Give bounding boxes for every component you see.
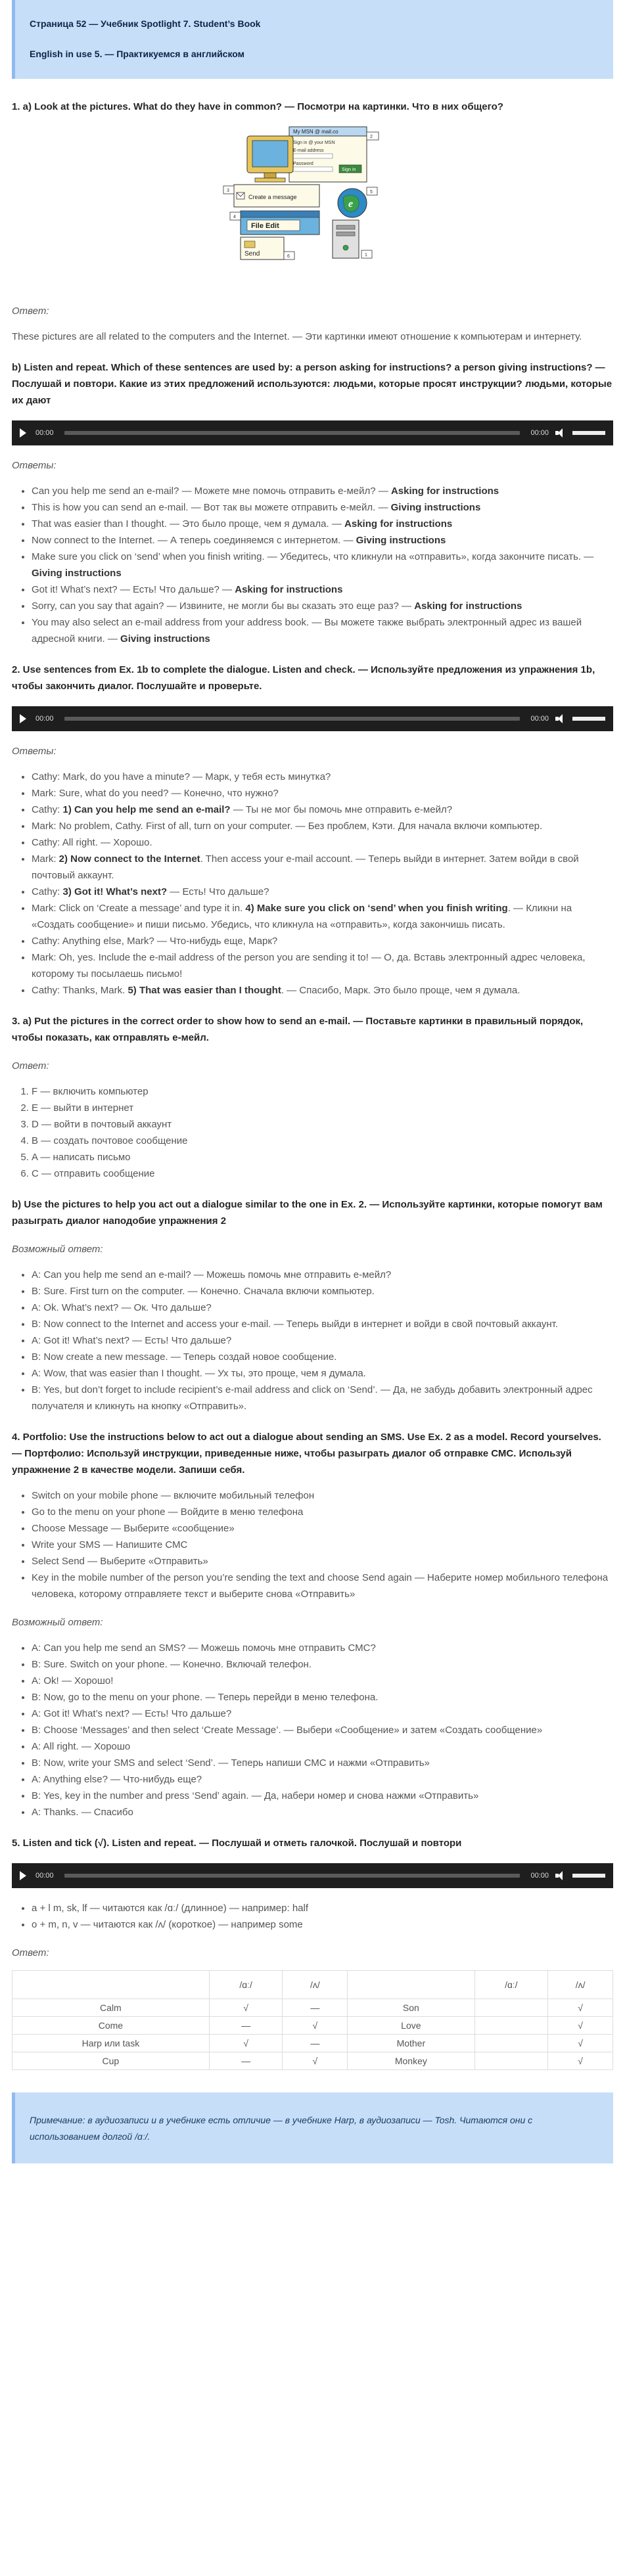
email-line-2: E-mail address [292, 148, 324, 153]
volume-icon[interactable] [555, 713, 566, 724]
dialogue-line: • Cathy: 1) Can you help me send an e-mail? — Ты не мог бы помочь мне отправить е-мейл? [32, 802, 613, 818]
audio-progress-bar[interactable] [64, 1874, 521, 1878]
dialogue-line: • Mark: Click on ‘Create a message’ and type it in. 4) Make sure you click on ‘send’ when you finish writing. — Кликни на «Создать сообщение» и пиши письмо. Убедись, что кликнула на «отправить», когда закончишь писать. [32, 900, 613, 933]
answer-label: Ответ: [12, 1947, 49, 1958]
table-cell: Harp или task [12, 2035, 210, 2052]
audio-player-1[interactable] [12, 420, 613, 445]
dialogue-line: • Mark: Sure, what do you need? — Конечно, что нужно? [32, 785, 613, 802]
dialogue-line: • B: Now, go to the menu on your phone. — Теперь перейди в меню телефона. [32, 1689, 613, 1706]
task3a-title: 3. a) Put the pictures in the correct order to show how to send an e-mail. — Поставьте картинки в правильный порядок, чтобы показать, как отправлять е-мейл. [12, 1016, 584, 1043]
list-item: 6. C — отправить сообщение [32, 1165, 613, 1182]
dialogue-line: • A: Can you help me send an SMS? — Можешь помочь мне отправить СМС? [32, 1640, 613, 1656]
audio-player-2[interactable] [12, 706, 613, 731]
table-cell [475, 2017, 548, 2035]
instruction-category: Asking for instructions [390, 486, 499, 497]
header-subtitle: English in use 5. — Практикуемся в английском [30, 49, 245, 59]
table-cell: √ [548, 1999, 613, 2017]
table-row [12, 2052, 613, 2070]
table-cell: — [283, 2035, 348, 2052]
dialogue-line: • B: Choose ‘Messages’ and then select ‘Create Message’. — Выбери «Сообщение» и затем «Создать сообщение» [32, 1722, 613, 1738]
volume-icon[interactable] [555, 428, 566, 438]
instruction-category: Giving instructions [390, 502, 481, 513]
dialogue-line: • Cathy: 3) Got it! What’s next? — Есть! Что дальше? [32, 884, 613, 900]
table-cell: Monkey [348, 2052, 475, 2070]
instruction-category: Asking for instructions [414, 600, 522, 612]
volume-slider[interactable] [572, 717, 605, 721]
instruction-category: Asking for instructions [235, 584, 343, 595]
email-line-1: Sign in @ your MSN [292, 141, 335, 145]
list-item: • Can you help me send an e-mail? — Можете мне помочь отправить е-мейл? — Asking for instructions [32, 483, 613, 499]
dialogue-line: • Cathy: Thanks, Mark. 5) That was easier than I thought. — Спасибо, Марк. Это было проще, чем я думала. [32, 982, 613, 999]
computer-illustration [221, 124, 405, 263]
label-3: 3 [226, 189, 229, 193]
audio-time-total: 00:00 [530, 714, 549, 723]
audio-time-total: 00:00 [530, 1871, 549, 1880]
dialogue-line: • B: Sure. First turn on the computer. — Конечно. Сначала включи компьютер. [32, 1283, 613, 1299]
list-item: • Got it! What’s next? — Есть! Что дальше? — Asking for instructions [32, 581, 613, 598]
audio-time-current: 00:00 [35, 714, 54, 723]
email-window-title: My MSN @ mail.co [292, 129, 338, 135]
answer-label: Возможный ответ: [12, 1617, 103, 1628]
task1-title: 1. a) Look at the pictures. What do they have in common? — Посмотри на картинки. Что в них общего? [12, 101, 503, 112]
task2-list [12, 769, 613, 999]
list-item: • Go to the menu on your phone — Войдите в меню телефона [32, 1504, 613, 1520]
task2-title: 2. Use sentences from Ex. 1b to complete the dialogue. Listen and check. — Используйте предложения из упражнения 1b, чтобы закончить диалог. Послушайте и проверьте. [12, 664, 595, 692]
volume-slider[interactable] [572, 1874, 605, 1878]
note-box: Примечание: в аудиозаписи и в учебнике есть отличие — в учебнике Harp, в аудиозаписи — Tosh. Читаются они с использованием долгой /ɑː/. [12, 2092, 613, 2163]
table-cell: √ [548, 2035, 613, 2052]
table-cell: √ [548, 2017, 613, 2035]
task3a-list [12, 1083, 613, 1182]
dialogue-line: • A: Got it! What’s next? — Есть! Что дальше? [32, 1706, 613, 1722]
email-line-4: Sign in [341, 168, 356, 172]
table-cell [475, 2035, 548, 2052]
answer-label: Возможный ответ: [12, 1244, 103, 1255]
table-cell: √ [209, 1999, 283, 2017]
audio-time-current: 00:00 [35, 1871, 54, 1880]
instruction-category: Giving instructions [120, 633, 210, 644]
dialogue-line: • B: Sure. Switch on your phone. — Конечно. Включай телефон. [32, 1656, 613, 1673]
dialogue-line: • B: Yes, key in the number and press ‘Send’ again. — Да, набери номер и снова нажми «Отправить» [32, 1788, 613, 1804]
sounds-table [12, 1970, 613, 2070]
list-item: • Switch on your mobile phone — включите мобильный телефон [32, 1487, 613, 1504]
answer-label: Ответ: [12, 305, 49, 317]
list-item: • Sorry, can you say that again? — Извините, не могли бы вы сказать это еще раз? — Asking for instructions [32, 598, 613, 614]
table-row [12, 2035, 613, 2052]
instruction-category: Giving instructions [356, 535, 446, 546]
table-header-cell: /ɑː/ [209, 1971, 283, 1999]
list-item: • Make sure you click on ‘send’ when you finish writing. — Убедитесь, что кликнули на «отправить», когда закончите писать. — Giving instructions [32, 549, 613, 581]
email-steps-image [221, 124, 405, 263]
task3b-list [12, 1267, 613, 1414]
answer-label: Ответ: [12, 1060, 49, 1072]
list-item: • Select Send — Выберите «Отправить» [32, 1553, 613, 1570]
dialogue-line: • A: Anything else? — Что-нибудь еще? [32, 1771, 613, 1788]
table-header-cell: /ɑː/ [475, 1971, 548, 1999]
dialogue-line: • Cathy: Mark, do you have a minute? — Марк, у тебя есть минутка? [32, 769, 613, 785]
table-cell: Son [348, 1999, 475, 2017]
task5-title: 5. Listen and tick (√). Listen and repeat. — Послушай и отметь галочкой. Послушай и повтори [12, 1838, 462, 1849]
dialogue-line: • Cathy: Anything else, Mark? — Что-нибудь еще, Марк? [32, 933, 613, 949]
task4-instructions [12, 1487, 613, 1602]
task4-list [12, 1640, 613, 1820]
list-item: 2. E — выйти в интернет [32, 1100, 613, 1116]
list-item: • Key in the mobile number of the person you’re sending the text and choose Send again — Наберите номер мобильного телефона человека, которому отправляете текст и выберите снова «Отправить» [32, 1570, 613, 1602]
table-cell: Calm [12, 1999, 210, 2017]
task5-rules [12, 1900, 613, 1933]
task3b-title: b) Use the pictures to help you act out a dialogue similar to the one in Ex. 2. — Используйте картинки, которые помогут вам разыграть диалог наподобие упражнения 2 [12, 1199, 603, 1227]
dialogue-line: • B: Now create a new message. — Теперь создай новое сообщение. [32, 1349, 613, 1365]
list-item: 1. F — включить компьютер [32, 1083, 613, 1100]
table-cell: √ [283, 2017, 348, 2035]
play-icon[interactable] [20, 428, 26, 438]
table-row [12, 2017, 613, 2035]
dialogue-line: • A: Got it! What’s next? — Есть! Что дальше? [32, 1332, 613, 1349]
list-item: • You may also select an e-mail address from your address book. — Вы можете также выбрать электронный адрес из вашей адресной книги. — Giving instructions [32, 614, 613, 647]
task1b-list [12, 483, 613, 647]
dialogue-line: • Mark: 2) Now connect to the Internet. Then access your e-mail account. — Теперь выйди в интернет. Затем войди в свой почтовый аккаунт. [32, 851, 613, 884]
instruction-category: Asking for instructions [344, 518, 453, 530]
table-cell: — [283, 1999, 348, 2017]
table-cell: √ [209, 2035, 283, 2052]
dialogue-line: • B: Now connect to the Internet and access your e-mail. — Теперь выйди в интернет и войди в свой почтовый аккаунт. [32, 1316, 613, 1332]
dialogue-line: • Cathy: All right. — Хорошо. [32, 834, 613, 851]
table-cell [475, 2052, 548, 2070]
header-title: Страница 52 — Учебник Spotlight 7. Student’s Book [30, 18, 261, 29]
table-cell: — [209, 2052, 283, 2070]
label-6: 6 [287, 254, 290, 259]
table-cell [475, 1999, 548, 2017]
table-header-cell: /ʌ/ [283, 1971, 348, 1999]
dialogue-line: • A: Thanks. — Спасибо [32, 1804, 613, 1820]
table-header-row [12, 1971, 613, 1999]
list-item: • Write your SMS — Напишите СМС [32, 1537, 613, 1553]
create-message-text: Create a message [248, 194, 297, 200]
label-1: 1 [364, 253, 367, 258]
send-text: Send [244, 250, 260, 258]
dialogue-line: • A: Can you help me send an e-mail? — Можешь помочь мне отправить е-мейл? [32, 1267, 613, 1283]
list-item: • That was easier than I thought. — Это было проще, чем я думала. — Asking for instructions [32, 516, 613, 532]
table-header-cell [12, 1971, 210, 1999]
table-cell: Mother [348, 2035, 475, 2052]
table-cell: Love [348, 2017, 475, 2035]
list-item: 4. B — создать почтовое сообщение [32, 1133, 613, 1149]
list-item: • a + l m, sk, lf — читаются как /ɑː/ (длинное) — например: half [32, 1900, 613, 1916]
table-row [12, 1999, 613, 2017]
audio-time-total: 00:00 [530, 428, 549, 437]
dialogue-line: • A: Wow, that was easier than I thought. — Ух ты, это проще, чем я думала. [32, 1365, 613, 1382]
volume-slider[interactable] [572, 431, 605, 435]
audio-progress-bar[interactable] [64, 717, 521, 721]
dialogue-line: • B: Yes, but don’t forget to include recipient’s e-mail address and click on ‘Send’. — Да, не забудь добавить электронный адрес получателя и кликнуть на кнопку «Отправить». [32, 1382, 613, 1414]
email-line-3: Password [292, 162, 313, 166]
audio-time-current: 00:00 [35, 428, 54, 437]
task1b-title: b) Listen and repeat. Which of these sentences are used by: a person asking for instructions? a person giving instructions? — Послушай и повтори. Какие из этих предложений используются: людьми, которые просят инструкции? людьми, которые их дают [12, 362, 613, 406]
list-item: 5. A — написать письмо [32, 1149, 613, 1165]
file-edit-text: File Edit [250, 222, 279, 230]
table-cell: √ [283, 2052, 348, 2070]
table-cell: Come [12, 2017, 210, 2035]
dialogue-line: • A: Ok. What’s next? — Ок. Что дальше? [32, 1299, 613, 1316]
dialogue-line: • A: Ok! — Хорошо! [32, 1673, 613, 1689]
list-item: • o + m, n, v — читаются как /ʌ/ (короткое) — например some [32, 1916, 613, 1933]
instruction-category: Giving instructions [32, 568, 122, 579]
answer-label: Ответы: [12, 746, 57, 757]
label-2: 2 [369, 135, 373, 139]
audio-player-3[interactable] [12, 1863, 613, 1888]
volume-icon[interactable] [555, 1870, 566, 1881]
table-cell: √ [548, 2052, 613, 2070]
list-item: • This is how you can send an e-mail. — Вот так вы можете отправить е-мейл. — Giving instructions [32, 499, 613, 516]
list-item: • Choose Message — Выберите «сообщение» [32, 1520, 613, 1537]
audio-progress-bar[interactable] [64, 431, 521, 435]
table-header-cell [348, 1971, 475, 1999]
answer-label: Ответы: [12, 460, 57, 471]
task1-answer: These pictures are all related to the computers and the Internet. — Эти картинки имеют отношение к компьютерам и интернету. [12, 331, 582, 342]
table-cell: Cup [12, 2052, 210, 2070]
table-header-cell: /ʌ/ [548, 1971, 613, 1999]
label-5: 5 [369, 190, 373, 194]
table-cell: — [209, 2017, 283, 2035]
list-item: 3. D — войти в почтовый аккаунт [32, 1116, 613, 1133]
label-4: 4 [233, 215, 236, 219]
dialogue-line: • A: All right. — Хорошо [32, 1738, 613, 1755]
play-icon[interactable] [20, 1871, 26, 1880]
play-icon[interactable] [20, 714, 26, 723]
task4-title: 4. Portfolio: Use the instructions below to act out a dialogue about sending an SMS. Use Ex. 2 as a model. Record yourselves. — Портфолио: Используй инструкции, приведенные ниже, чтобы разыграть диалог об отправке СМС. Используй упражнение 2 в качестве модели. Запиши себя. [12, 1432, 601, 1476]
list-item: • Now connect to the Internet. — А теперь соединяемся с интернетом. — Giving instructions [32, 532, 613, 549]
dialogue-line: • B: Now, write your SMS and select ‘Send’. — Теперь напиши СМС и нажми «Отправить» [32, 1755, 613, 1771]
page-header [12, 0, 613, 79]
svg-text:e: e [348, 198, 353, 210]
dialogue-line: • Mark: Oh, yes. Include the e-mail address of the person you are sending it to! — О, да. Вставь электронный адрес человека, которому ты посылаешь письмо! [32, 949, 613, 982]
dialogue-line: • Mark: No problem, Cathy. First of all, turn on your computer. — Без проблем, Кэти. Для начала включи компьютер. [32, 818, 613, 834]
